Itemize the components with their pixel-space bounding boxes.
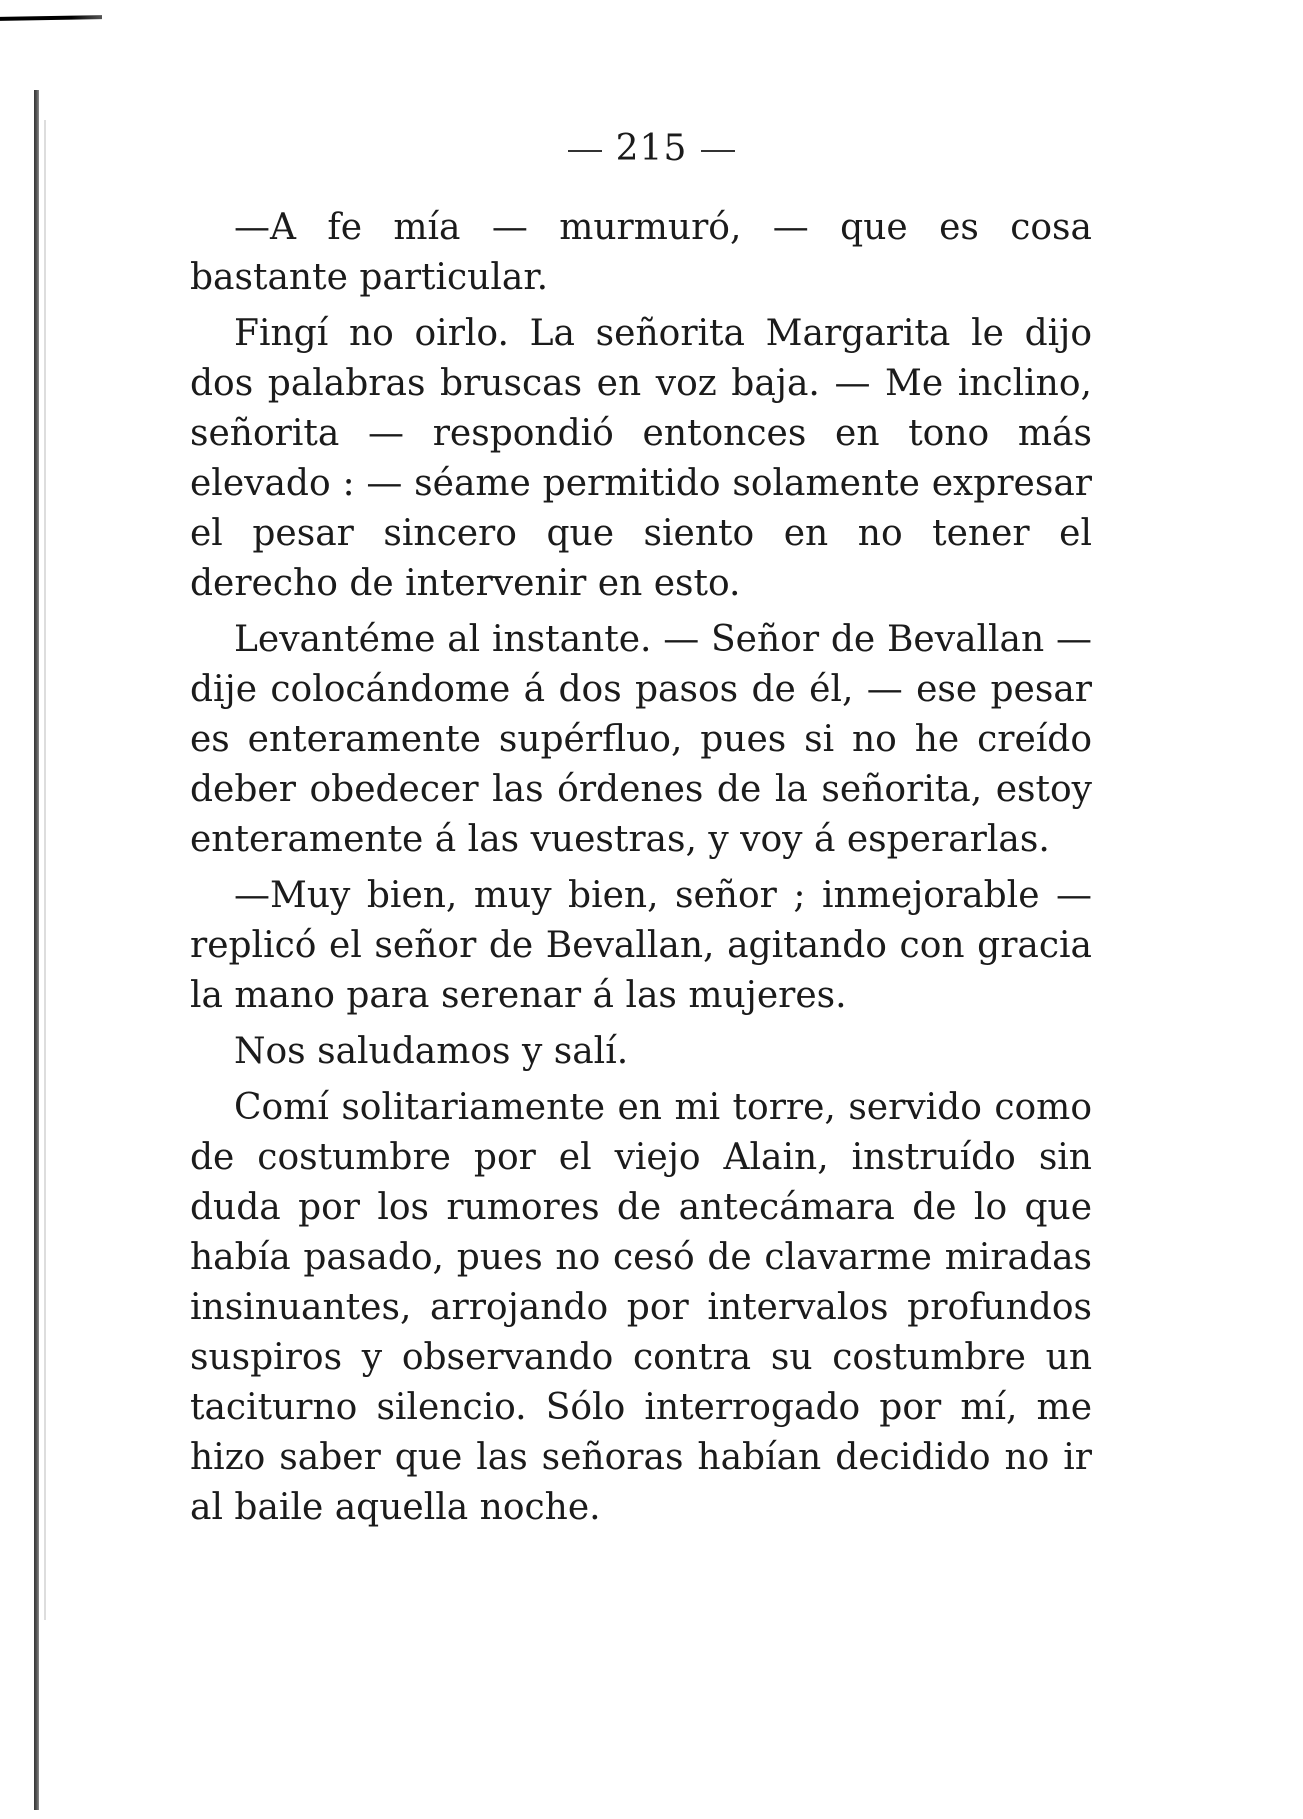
body-text	[190, 203, 1092, 1539]
paragraph: Comí solitariamente en mi torre, servido como de costumbre por el viejo Alain, instruído sin duda por los rumores de antecámara de lo que había pasado, pues no cesó de clavarme miradas insinuantes, arrojando por intervalos profundos suspiros y observando contra su costumbre un taciturno silencio. Sólo interrogado por mí, me hizo saber que las señoras habían decidido no ir al baile aquella noche.	[190, 1087, 1092, 1528]
page-header	[0, 128, 1303, 169]
paragraph: Fingí no oirlo. La señorita Margarita le dijo dos palabras bruscas en voz baja. — Me inclino, señorita — respondió entonces en tono más elevado : — séame permitido solamente expresar el pesar sincero que siento en no tener el derecho de intervenir en esto.	[190, 313, 1092, 604]
scan-artifact-mark	[0, 15, 102, 21]
paragraph: —Muy bien, muy bien, señor ; inmejorable — replicó el señor de Bevallan, agitando con gracia la mano para serenar á las mujeres.	[190, 875, 1092, 1016]
paragraph: —A fe mía — murmuró, — que es cosa bastante particular.	[190, 207, 1092, 298]
header-dash-left	[568, 150, 602, 152]
header-dash-right	[701, 150, 735, 152]
binding-shadow	[44, 120, 46, 1620]
page-number: 215	[615, 128, 688, 169]
paragraph: Levantéme al instante. — Señor de Bevallan — dije colocándome á dos pasos de él, — ese pesar es enteramente supérfluo, pues si no he creído deber obedecer las órdenes de la señorita, estoy enteramente á las vuestras, y voy á esperarlas.	[190, 619, 1092, 860]
paragraph: Nos saludamos y salí.	[234, 1031, 629, 1072]
binding-edge	[34, 90, 39, 1810]
